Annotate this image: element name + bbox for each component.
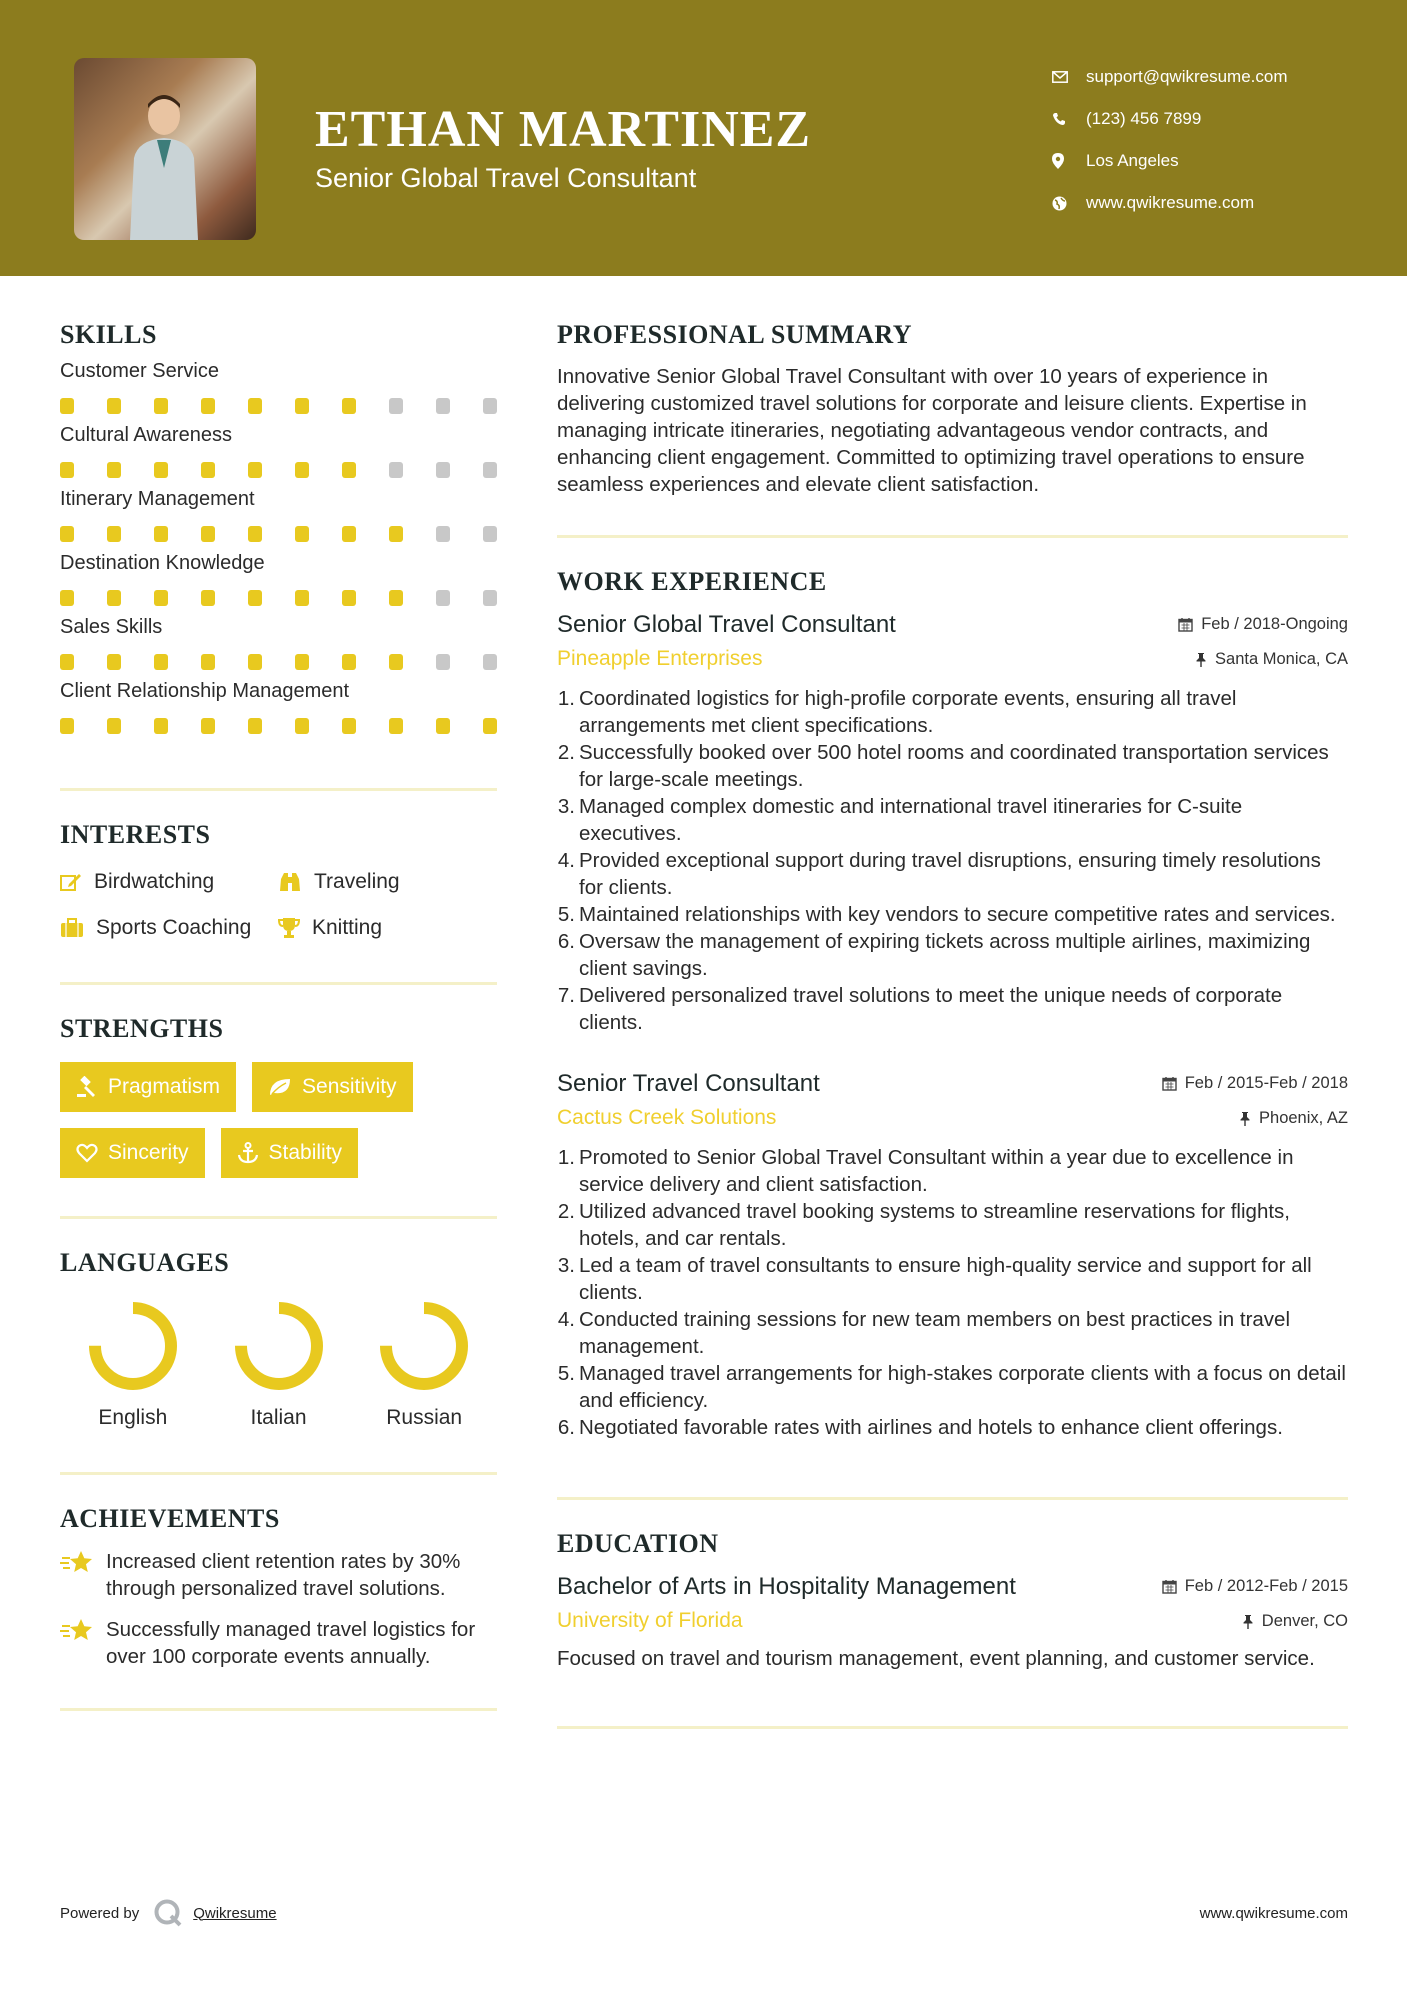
pencil-icon: [60, 872, 82, 892]
languages-list: [60, 1300, 497, 1430]
skill-name: Client Relationship Management: [60, 680, 350, 702]
achievement-item: [60, 1548, 497, 1602]
list-item: 2. Successfully booked over 500 hotel rooms and coordinated transportation services for large-scale meetings.: [557, 741, 1329, 791]
rating-dot: [201, 654, 215, 670]
rating-dot: [389, 398, 403, 414]
interest-item: [278, 868, 497, 896]
education-date: Feb / 2012-Feb / 2015: [1162, 1577, 1348, 1596]
education-description: Focused on travel and tourism management, event planning, and customer service.: [557, 1647, 1315, 1670]
rating-dot: [60, 590, 74, 606]
profile-photo: [74, 58, 256, 240]
interest-item: [60, 868, 278, 896]
rating-dot: [295, 654, 309, 670]
strength-tag: [60, 1062, 236, 1112]
rating-dot: [248, 398, 262, 414]
left-column: [60, 320, 497, 1711]
rating-dot: [389, 590, 403, 606]
achievement-text: Increased client retention rates by 30% through personalized travel solutions.: [106, 1550, 461, 1600]
section-divider: [557, 535, 1348, 538]
pushpin-icon: [1239, 1111, 1251, 1126]
job-title: Senior Global Travel Consultant: [557, 611, 896, 638]
achievements-list: [60, 1548, 497, 1670]
jobs-list: [557, 611, 1348, 1441]
list-item: 1. Promoted to Senior Global Travel Consultant within a year due to excellence in service delivery and client satisfaction.: [557, 1146, 1294, 1196]
calendar-icon: [1162, 1579, 1177, 1594]
language-name: Italian: [250, 1406, 307, 1429]
degree-title: Bachelor of Arts in Hospitality Management: [557, 1573, 1016, 1600]
pushpin-icon: [1195, 652, 1207, 667]
skill-item: [60, 424, 497, 478]
rating-dot: [60, 462, 74, 478]
interest-item: [60, 914, 278, 942]
skill-item: [60, 360, 497, 414]
job-date: Feb / 2015-Feb / 2018: [1162, 1074, 1348, 1093]
job-date: Feb / 2018-Ongoing: [1178, 615, 1348, 634]
language-name: Russian: [386, 1406, 463, 1429]
rating-dot: [107, 526, 121, 542]
interest-label: Knitting: [312, 916, 383, 939]
job-entry: [557, 611, 1348, 1036]
language-proficiency-arc: [386, 1308, 462, 1384]
anchor-icon: [237, 1142, 259, 1164]
contact-website-text: www.qwikresume.com: [1086, 193, 1255, 212]
rating-dot: [60, 654, 74, 670]
skill-item: [60, 552, 497, 606]
list-item: 5. Maintained relationships with key vendors to secure competitive rates and services.: [557, 903, 1336, 926]
school-name: University of Florida: [557, 1609, 743, 1632]
list-item: 3. Led a team of travel consultants to ensure high-quality service and support for all clients.: [557, 1254, 1312, 1304]
contact-location-text: Los Angeles: [1086, 151, 1179, 170]
rating-dot: [436, 718, 450, 734]
rating-dot: [107, 398, 121, 414]
language-item: [60, 1300, 206, 1430]
section-divider: [60, 788, 497, 791]
language-name: English: [98, 1406, 168, 1429]
language-proficiency-arc: [241, 1308, 317, 1384]
rating-dot: [389, 526, 403, 542]
rating-dot: [248, 718, 262, 734]
footer-powered-by: Powered by Qwikresume: [60, 1898, 277, 1928]
rating-dot: [389, 654, 403, 670]
contact-phone-text: (123) 456 7899: [1086, 109, 1202, 128]
rating-dot: [295, 590, 309, 606]
list-item: 1. Coordinated logistics for high-profile corporate events, ensuring all travel arrangements met client specifications.: [557, 687, 1237, 737]
list-item: 6. Negotiated favorable rates with airlines and hotels to enhance client offerings.: [557, 1416, 1283, 1439]
rating-dot: [342, 462, 356, 478]
rating-dot: [483, 718, 497, 734]
calendar-icon: [1178, 617, 1193, 632]
strength-tag: [221, 1128, 359, 1178]
rating-dot: [295, 462, 309, 478]
achievements-title: ACHIEVEMENTS: [60, 1504, 280, 1533]
interest-label: Sports Coaching: [96, 916, 252, 939]
rating-dot: [483, 590, 497, 606]
rating-dot: [342, 718, 356, 734]
list-item: 3. Managed complex domestic and international travel itineraries for C-suite executives.: [557, 795, 1243, 845]
skill-name: Destination Knowledge: [60, 552, 265, 574]
skill-rating: [60, 590, 497, 606]
skill-name: Itinerary Management: [60, 488, 255, 510]
job-responsibilities: [557, 685, 1348, 1036]
phone-icon: [1048, 112, 1086, 126]
rating-dot: [107, 654, 121, 670]
company-name: Pineapple Enterprises: [557, 647, 763, 670]
candidate-title: Senior Global Travel Consultant: [315, 163, 697, 193]
pushpin-icon: [1242, 1614, 1254, 1629]
footer-website[interactable]: www.qwikresume.com: [1199, 1905, 1348, 1922]
qwikresume-logo-icon: [153, 1898, 185, 1928]
skill-item: [60, 616, 497, 670]
contact-location: [1048, 140, 1388, 182]
strengths-list: [60, 1062, 497, 1178]
language-proficiency-ring: [87, 1300, 179, 1392]
list-item: 5. Managed travel arrangements for high-stakes corporate clients with a focus on detail and efficiency.: [557, 1362, 1346, 1412]
strength-label: Stability: [268, 1141, 343, 1164]
rating-dot: [107, 718, 121, 734]
contact-website[interactable]: [1048, 182, 1388, 224]
languages-title: LANGUAGES: [60, 1248, 230, 1277]
section-divider: [60, 1472, 497, 1475]
achievement-item: [60, 1616, 497, 1670]
section-divider: [557, 1726, 1348, 1729]
rating-dot: [60, 398, 74, 414]
strengths-title: STRENGTHS: [60, 1014, 224, 1043]
strength-label: Sincerity: [108, 1141, 189, 1164]
rating-dot: [107, 462, 121, 478]
job-location: Santa Monica, CA: [1195, 650, 1348, 669]
rating-dot: [436, 526, 450, 542]
education-location: Denver, CO: [1242, 1612, 1348, 1631]
rating-dot: [436, 398, 450, 414]
job-location: Phoenix, AZ: [1239, 1109, 1348, 1128]
rating-dot: [154, 462, 168, 478]
rating-dot: [483, 526, 497, 542]
section-divider: [60, 1708, 497, 1711]
skill-rating: [60, 526, 497, 542]
strength-tag: [252, 1062, 413, 1112]
rating-dot: [154, 654, 168, 670]
language-proficiency-arc: [95, 1308, 171, 1384]
rating-dot: [342, 590, 356, 606]
language-proficiency-ring: [233, 1300, 325, 1392]
gavel-icon: [76, 1076, 98, 1098]
skill-name: Cultural Awareness: [60, 424, 232, 446]
job-responsibilities: [557, 1144, 1348, 1441]
contact-list: [1048, 56, 1388, 224]
section-divider: [557, 1497, 1348, 1500]
achievement-text: Successfully managed travel logistics for over 100 corporate events annually.: [106, 1618, 476, 1668]
right-column: [557, 320, 1348, 1729]
skill-name: Sales Skills: [60, 616, 163, 638]
summary-title: PROFESSIONAL SUMMARY: [557, 320, 913, 349]
rating-dot: [342, 526, 356, 542]
rating-dot: [154, 526, 168, 542]
list-item: 4. Provided exceptional support during travel disruptions, ensuring timely resolutions for clients.: [557, 849, 1321, 899]
language-proficiency-ring: [378, 1300, 470, 1392]
skill-name: Customer Service: [60, 360, 219, 382]
rating-dot: [389, 718, 403, 734]
rating-dot: [436, 462, 450, 478]
strength-tag: [60, 1128, 205, 1178]
skill-rating: [60, 654, 497, 670]
rating-dot: [201, 526, 215, 542]
rating-dot: [295, 398, 309, 414]
rating-dot: [154, 590, 168, 606]
strength-label: Pragmatism: [108, 1075, 221, 1098]
rating-dot: [107, 590, 121, 606]
rating-dot: [201, 462, 215, 478]
globe-icon: [1048, 196, 1086, 211]
rating-dot: [60, 526, 74, 542]
skill-rating: [60, 718, 497, 734]
trophy-icon: [278, 917, 300, 939]
rating-dot: [295, 526, 309, 542]
rating-dot: [295, 718, 309, 734]
interest-label: Traveling: [314, 870, 400, 893]
star-icon: [60, 1618, 94, 1644]
education-title: EDUCATION: [557, 1529, 719, 1558]
rating-dot: [248, 462, 262, 478]
rating-dot: [60, 718, 74, 734]
rating-dot: [201, 590, 215, 606]
rating-dot: [248, 526, 262, 542]
skills-list: [60, 360, 497, 734]
rating-dot: [154, 718, 168, 734]
list-item: 6. Oversaw the management of expiring tickets across multiple airlines, maximizing client savings.: [557, 930, 1311, 980]
rating-dot: [248, 590, 262, 606]
section-divider: [60, 982, 497, 985]
interest-label: Birdwatching: [94, 870, 215, 893]
qwikresume-link[interactable]: Qwikresume: [193, 1904, 277, 1922]
rating-dot: [154, 398, 168, 414]
rating-dot: [436, 654, 450, 670]
rating-dot: [483, 654, 497, 670]
job-entry: [557, 1070, 1348, 1441]
calendar-icon: [1162, 1076, 1177, 1091]
skill-item: [60, 680, 497, 734]
list-item: 2. Utilized advanced travel booking systems to streamline reservations for flights, hotels, and car rentals.: [557, 1200, 1290, 1250]
summary-text: Innovative Senior Global Travel Consultant with over 10 years of experience in delivering customized travel solutions for corporate and leisure clients. Expertise in managing intricate itineraries, negotiating advantageous vendor contracts, and enhancing client engagement. Committed to optimizing travel operations to ensure seamless experiences and elevate client satisfaction.: [557, 365, 1307, 496]
envelope-icon: [1048, 71, 1086, 83]
heart-icon: [76, 1143, 98, 1163]
list-item: 7. Delivered personalized travel solutions to meet the unique needs of corporate clients.: [557, 984, 1283, 1034]
rating-dot: [389, 462, 403, 478]
rating-dot: [436, 590, 450, 606]
rating-dot: [248, 654, 262, 670]
location-pin-icon: [1048, 153, 1086, 169]
leaf-icon: [268, 1077, 292, 1097]
rating-dot: [483, 398, 497, 414]
list-item: 4. Conducted training sessions for new team members on best practices in travel management.: [557, 1308, 1291, 1358]
candidate-name: ETHAN MARTINEZ: [315, 101, 812, 158]
contact-email[interactable]: [1048, 56, 1388, 98]
education-entry: [557, 1573, 1348, 1672]
rating-dot: [201, 398, 215, 414]
section-divider: [60, 1216, 497, 1219]
binoculars-icon: [278, 871, 302, 893]
person-silhouette: [124, 88, 204, 240]
interests-list: [60, 868, 497, 942]
skill-item: [60, 488, 497, 542]
contact-email-text: support@qwikresume.com: [1086, 67, 1288, 86]
language-item: [206, 1300, 352, 1430]
rating-dot: [483, 462, 497, 478]
star-icon: [60, 1550, 94, 1576]
contact-phone[interactable]: [1048, 98, 1388, 140]
interest-item: [278, 914, 497, 942]
job-title: Senior Travel Consultant: [557, 1070, 820, 1097]
rating-dot: [201, 718, 215, 734]
experience-title: WORK EXPERIENCE: [557, 567, 827, 596]
rating-dot: [342, 654, 356, 670]
skill-rating: [60, 462, 497, 478]
language-item: [351, 1300, 497, 1430]
company-name: Cactus Creek Solutions: [557, 1106, 777, 1129]
resume-header: [0, 0, 1407, 276]
skill-rating: [60, 398, 497, 414]
skills-title: SKILLS: [60, 320, 157, 349]
interests-title: INTERESTS: [60, 820, 211, 849]
rating-dot: [342, 398, 356, 414]
strength-label: Sensitivity: [302, 1075, 397, 1098]
suitcase-icon: [60, 918, 84, 938]
